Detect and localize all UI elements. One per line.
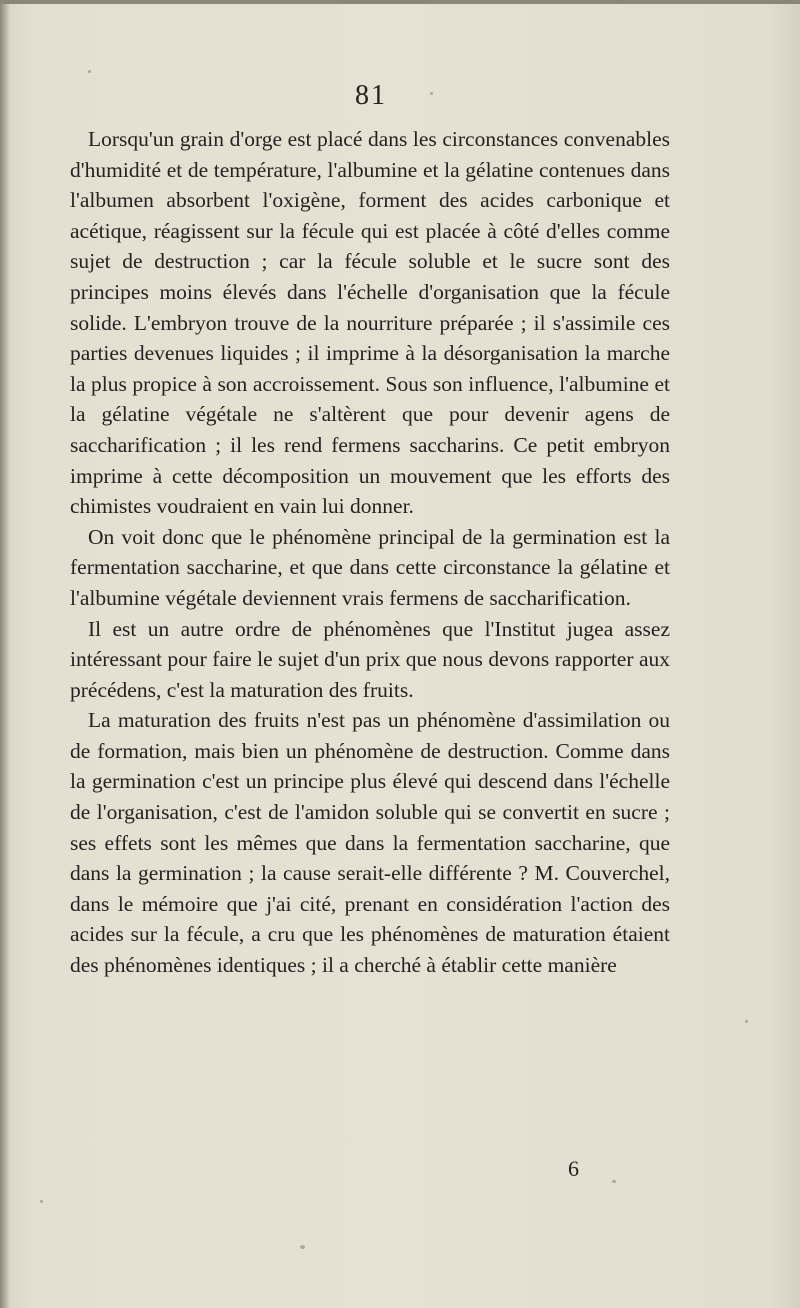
binding-shadow [0,0,10,1308]
printer-signature: 6 [568,1156,579,1181]
paragraph-2: On voit donc que le phénomène principal de la germination est la fermentation saccharine, et que dans cette circonstance la gélatine et l'albumine végétale deviennent vrais fermens de saccharification. [70,524,670,610]
paper-speck [430,92,433,95]
paragraph-1: Lorsqu'un grain d'orge est placé dans les circonstances convenables d'humidité et de température, l'albumine et la gélatine contenues dans l'albumen absorbent l'oxigène, forment des acides carbonique et acétique, réagissent sur la fécule qui est placée à côté d'elles comme sujet de destruction ; car la fécule soluble et le sucre sont des principes moins élevés dans l'échelle d'organisation que la fécule solide. L'embryon trouve de la nourriture préparée ; il s'assimile ces parties devenues liquides ; il imprime à la désorganisation la marche la plus propice à son accroissement. Sous son influence, l'albumine et la gélatine végétale ne s'altèrent que pour devenir agens de saccharification ; il les rend fermens saccharins. Ce petit embryon imprime à cette décomposition un mouvement que les efforts des chimistes voudraient en vain lui donner. [70,127,670,519]
paper-speck [612,1180,616,1183]
paragraph-3: Il est un autre ordre de phénomènes que l'Institut jugea assez intéressant pour faire le sujet d'un prix que nous devons rapporter aux précédens, c'est la maturation des fruits. [70,616,670,702]
page-number: 81 [355,80,387,111]
paragraph-4: La maturation des fruits n'est pas un phénomène d'assimilation ou de formation, mais bien un phénomène de destruction. Comme dans la germination c'est un principe plus élevé qui descend dans l'échelle de l'organisation, c'est de l'amidon soluble qui se convertit en sucre ; ses effets sont les mêmes que dans la fermentation saccharine, que dans la germination ; la cause serait-elle différente ? M. Couverchel, dans le mémoire que j'ai cité, prenant en considération l'action des acides sur la fécule, a cru que les phénomènes de maturation étaient des phénomènes identiques ; il a cherché à établir cette manière [70,708,670,978]
body-text [70,124,670,981]
paper-speck [88,70,91,73]
paper-speck [40,1200,43,1203]
top-edge [0,0,800,4]
paper-speck [745,1020,748,1023]
paper-speck [300,1245,305,1249]
